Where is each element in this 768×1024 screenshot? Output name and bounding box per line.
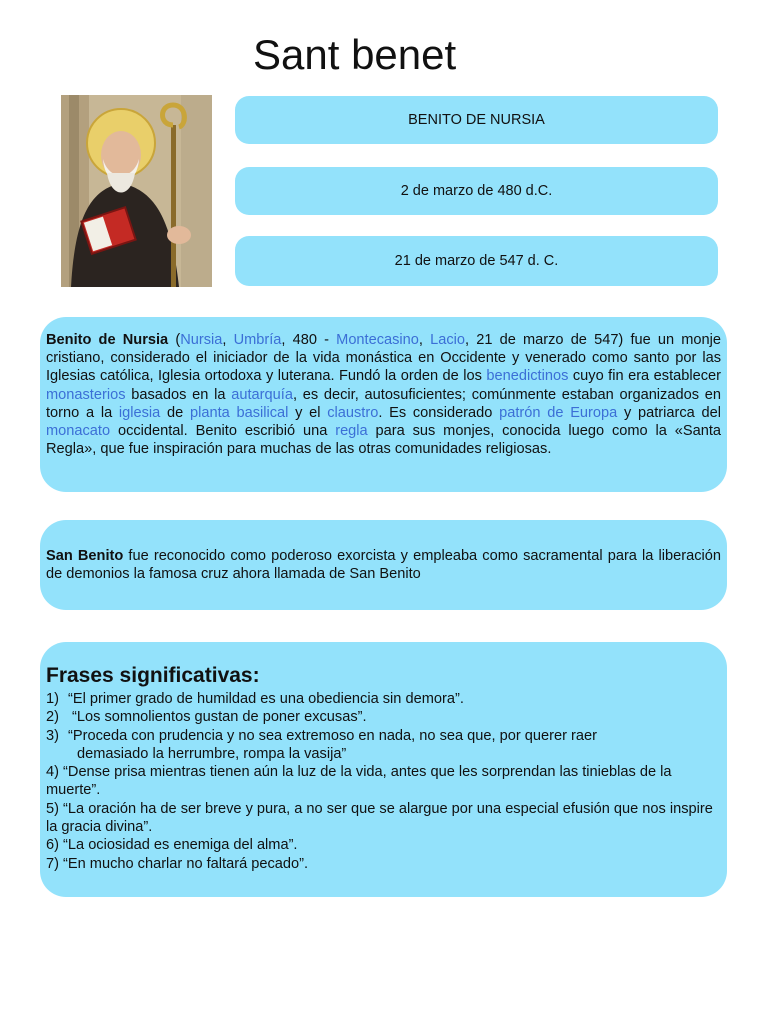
name-label: BENITO DE NURSIA bbox=[235, 96, 718, 144]
quote-item-continuation: demasiado la herrumbre, rompa la vasija” bbox=[77, 745, 347, 762]
exorcist-name: San Benito bbox=[46, 548, 124, 564]
link-iglesia[interactable]: iglesia bbox=[118, 404, 161, 421]
link-benedictinos[interactable]: benedictinos bbox=[486, 368, 569, 385]
quote-item: 2) “Los somnolientos gustan de poner excusas”. bbox=[46, 709, 367, 726]
link-claustro[interactable]: claustro bbox=[327, 404, 379, 421]
bio-name: Benito de Nursia bbox=[46, 332, 169, 348]
biography-text: Benito de Nursia (Nursia, Umbría, 480 - Montecasino, Lacio, 21 de marzo de 547) fue un monje cristiano, considerado el iniciador de la vida monástica en Occidente y venerado como santo por las Iglesias católica, Iglesia ortodoxa y luterana. Fundó la orden de los benedictinos cuyo fin era establecer monasterios basados en la autarquía, es decir, autosuficientes; comúnmente estaban organizados en torno a la iglesia de planta basilical y el claustro. Es considerado patrón de Europa y patriarca del monacato occidental. Benito escribió una regla para sus monjes, conocida luego como la «Santa Regla», que fue inspiración para muchas de las otras comunidades religiosas. bbox=[46, 332, 722, 458]
exorcist-text: San Benito fue reconocido como poderoso exorcista y empleaba como sacramental para la liberación de demonios la famosa cruz ahora llamada de San Benito bbox=[46, 548, 721, 583]
death-date-label: 21 de marzo de 547 d. C. bbox=[235, 236, 718, 286]
exorcist-box bbox=[40, 520, 727, 610]
page-title: Sant benet bbox=[253, 31, 457, 78]
quote-item: 1) “El primer grado de humildad es una obediencia sin demora”. bbox=[46, 691, 464, 707]
link-montecasino[interactable]: Montecasino bbox=[336, 332, 419, 348]
link-nursia[interactable]: Nursia bbox=[180, 332, 223, 348]
quote-item: 4) “Dense prisa mientras tienen aún la luz de la vida, antes que les sorprendan las tinieblas de la muerte”. bbox=[46, 764, 672, 799]
quotes-title: Frases significativas: bbox=[46, 664, 260, 687]
link-monasterios[interactable]: monasterios bbox=[46, 386, 126, 403]
quote-item: 5) “La oración ha de ser breve y pura, a no ser que se alargue por una especial efusión que nos inspire la gracia divina”. bbox=[46, 800, 713, 836]
biography-box bbox=[40, 317, 727, 492]
quotes-box bbox=[40, 642, 727, 897]
link-regla[interactable]: regla bbox=[335, 423, 368, 440]
quote-item: 3) “Proceda con prudencia y no sea extremoso en nada, no sea que, por querer raer bbox=[46, 727, 597, 744]
link-monacato[interactable]: monacato bbox=[46, 423, 111, 440]
saint-portrait-image bbox=[61, 95, 212, 287]
link-autarquia[interactable]: autarquía bbox=[231, 386, 293, 403]
link-patron-de-europa[interactable]: patrón de Europa bbox=[499, 404, 618, 421]
link-umbria[interactable]: Umbría bbox=[233, 332, 282, 348]
quote-item: 6) “La ociosidad es enemiga del alma”. bbox=[46, 837, 298, 854]
saint-benedict-illustration bbox=[61, 95, 212, 287]
link-planta-basilical[interactable]: planta basilical bbox=[189, 404, 289, 421]
birth-date-label: 2 de marzo de 480 d.C. bbox=[235, 167, 718, 215]
quote-item: 7) “En mucho charlar no faltará pecado”. bbox=[46, 855, 309, 872]
link-lacio[interactable]: Lacio bbox=[430, 332, 466, 348]
